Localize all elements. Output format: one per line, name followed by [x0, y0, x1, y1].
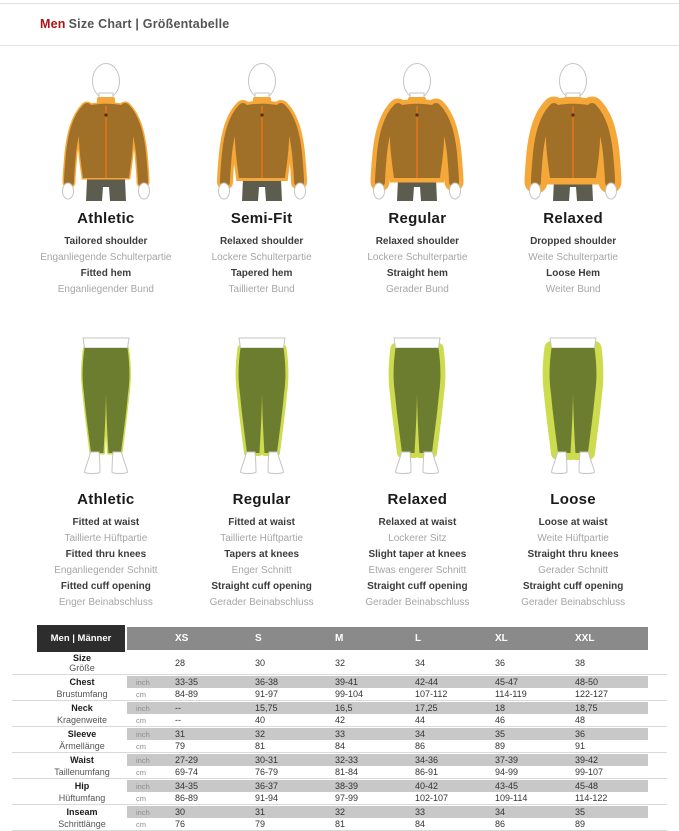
measure-row-cm [12, 688, 667, 701]
measure-value: 15,75 [255, 703, 278, 713]
measure-value: 31 [255, 807, 266, 817]
measure-value: 99-107 [575, 767, 604, 777]
unit-label: cm [136, 767, 146, 777]
measure-value: 81-84 [335, 767, 359, 777]
feature-en: Fitted thru knees [65, 549, 147, 560]
page-title [0, 0, 679, 31]
feature-de: Weiter Bund [545, 284, 601, 295]
measure-value: 38-39 [335, 781, 359, 791]
size-table-section [0, 611, 679, 831]
feature-de: Enger Schnitt [231, 565, 292, 576]
row-label-de: Kragenweite [56, 715, 108, 725]
unit-label: inch [136, 781, 150, 791]
feature-de: Weite Hüftpartie [537, 533, 609, 544]
measure-value: 18,75 [575, 703, 598, 713]
fit-name: Athletic [77, 210, 135, 227]
row-label-en: Hip [74, 780, 90, 791]
measure-value: 45-47 [495, 677, 519, 687]
measure-value: 39-42 [575, 755, 599, 765]
feature-de: Lockere Schulterpartie [211, 252, 312, 263]
feature-de: Gerader Schnitt [538, 565, 609, 576]
measure-value: 89 [495, 741, 506, 751]
fit-card-athletic [28, 61, 184, 298]
feature-en: Straight hem [386, 268, 448, 279]
measure-value: 86 [415, 741, 426, 751]
measure-gray-band [127, 728, 648, 740]
measure-row-cm [12, 766, 667, 779]
column-header: XS [175, 633, 189, 644]
fit-card-loose [495, 332, 651, 611]
measure-value: 107-112 [415, 689, 448, 699]
jacket-relaxed-figure [495, 61, 651, 201]
measure-value: 102-107 [415, 793, 449, 803]
measure-gray-band [127, 806, 648, 818]
size-value: 36 [495, 658, 506, 668]
measure-gray-band [127, 702, 648, 714]
row-label-en: Waist [70, 754, 94, 765]
measure-row-inch [12, 753, 667, 766]
size-table [12, 625, 667, 831]
unit-label: inch [136, 729, 150, 739]
measure-value: 42 [335, 715, 346, 725]
feature-de: Taillierter Bund [228, 284, 295, 295]
fit-features [28, 515, 184, 611]
pants-fit-grid [28, 332, 651, 611]
measure-row-inch [12, 727, 667, 740]
feature-en: Fitted at waist [72, 517, 140, 528]
measure-value: 27-29 [175, 755, 199, 765]
measure-value: 48-50 [575, 677, 599, 687]
fit-features [184, 515, 340, 611]
measure-value: 36-37 [255, 781, 279, 791]
pants-regular-figure [184, 332, 340, 482]
size-value: 32 [335, 658, 346, 668]
measure-value: 16,5 [335, 703, 353, 713]
fit-features [28, 234, 184, 298]
measure-value: 43-45 [495, 781, 519, 791]
fit-card-athletic [28, 332, 184, 611]
measure-value: 91-97 [255, 689, 279, 699]
measure-value: 84 [415, 819, 426, 829]
size-value: 38 [575, 658, 586, 668]
measure-row-inch [12, 701, 667, 714]
measure-value: 32 [255, 729, 266, 739]
pants-figure-svg [342, 332, 492, 482]
fit-card-relaxed [340, 332, 496, 611]
fit-features [495, 234, 651, 298]
feature-en: Fitted cuff opening [60, 581, 151, 592]
unit-label: inch [136, 807, 150, 817]
measure-value: 86-89 [175, 793, 199, 803]
jacket-figure-svg [342, 61, 492, 201]
table-header-row [12, 625, 667, 652]
measure-value: 81 [255, 741, 266, 751]
measure-value: 37-39 [495, 755, 519, 765]
measure-value: 97-99 [335, 793, 359, 803]
top-rule [0, 3, 679, 4]
row-label-de: Hüftumfang [58, 793, 106, 803]
feature-en: Straight cuff opening [367, 581, 468, 592]
feature-en: Loose Hem [546, 268, 601, 279]
measure-value: 91-94 [255, 793, 279, 803]
measure-row-cm [12, 740, 667, 753]
feature-en: Tapers at knees [224, 549, 300, 560]
feature-en: Tapered hem [230, 268, 293, 279]
unit-label: cm [136, 819, 146, 829]
column-header: S [255, 633, 262, 644]
pants-relaxed-figure [340, 332, 496, 482]
measure-value: 69-74 [175, 767, 199, 777]
table-corner-label: Men | Männer [37, 625, 127, 652]
feature-en: Straight cuff opening [211, 581, 312, 592]
measure-value: 35 [575, 807, 586, 817]
pants-figure-svg [31, 332, 181, 482]
feature-en: Relaxed shoulder [375, 236, 460, 247]
measure-value: 40 [255, 715, 266, 725]
measure-value: 18 [495, 703, 506, 713]
measure-value: 99-104 [335, 689, 364, 699]
measure-value: 32 [335, 807, 346, 817]
jacket-fits-section [0, 46, 679, 298]
jacket-figure-svg [498, 61, 648, 201]
pants-athletic-figure [28, 332, 184, 482]
fit-name: Athletic [77, 491, 135, 508]
measure-value: 34 [495, 807, 506, 817]
feature-de: Weite Schulterpartie [528, 252, 619, 263]
size-value: 34 [415, 658, 426, 668]
measure-value: 86-91 [415, 767, 439, 777]
measure-value: -- [175, 703, 181, 713]
fit-name: Regular [388, 210, 447, 227]
feature-de: Enganliegende Schulterpartie [40, 252, 172, 263]
jacket-athletic-figure [28, 61, 184, 201]
feature-en: Loose at waist [538, 517, 608, 528]
measure-value: 48 [575, 715, 586, 725]
feature-en: Relaxed at waist [378, 517, 457, 528]
measure-value: 114-119 [495, 689, 527, 699]
measure-row-cm [12, 792, 667, 805]
measure-value: 40-42 [415, 781, 439, 791]
measure-value: 46 [495, 715, 506, 725]
measure-value: 81 [335, 819, 346, 829]
measure-value: 36 [575, 729, 586, 739]
measure-value: 84-89 [175, 689, 199, 699]
brand-label: Men [40, 17, 66, 31]
column-header: L [415, 633, 422, 644]
feature-de: Enger Beinabschluss [58, 597, 153, 608]
measure-row-cm [12, 818, 667, 831]
row-label-de: Brustumfang [56, 689, 108, 699]
size-value: 28 [175, 658, 186, 668]
measure-value: 32-33 [335, 755, 359, 765]
measure-value: 42-44 [415, 677, 439, 687]
unit-label: cm [136, 715, 146, 725]
feature-de: Enganliegender Schnitt [54, 565, 158, 576]
unit-label: cm [136, 689, 146, 699]
unit-label: inch [136, 703, 150, 713]
fit-features [184, 234, 340, 298]
feature-en: Dropped shoulder [530, 236, 617, 247]
feature-en: Straight cuff opening [522, 581, 624, 592]
measure-value: 109-114 [495, 793, 528, 803]
unit-label: cm [136, 741, 146, 751]
jacket-figure-svg [187, 61, 337, 201]
measure-row-inch [12, 675, 667, 688]
fit-card-semifit [184, 61, 340, 298]
column-header: M [335, 633, 344, 644]
feature-de: Lockerer Sitz [388, 533, 447, 544]
fit-name: Regular [232, 491, 291, 508]
feature-en: Tailored shoulder [64, 236, 148, 247]
measure-value: 17,25 [415, 703, 438, 713]
measure-value: 79 [175, 741, 186, 751]
column-header: XL [495, 633, 508, 644]
row-label-en: Inseam [66, 806, 98, 817]
measure-value: 89 [575, 819, 586, 829]
measure-value: 86 [495, 819, 506, 829]
measure-value: 34-35 [175, 781, 199, 791]
feature-de: Gerader Beinabschluss [209, 597, 314, 608]
row-label-en: Size [72, 652, 91, 663]
measure-row-inch [12, 805, 667, 818]
row-label-de: Größe [69, 663, 95, 673]
measure-value: 33-35 [175, 677, 199, 687]
measure-value: 79 [255, 819, 266, 829]
feature-de: Lockere Schulterpartie [367, 252, 468, 263]
fit-features [340, 515, 496, 611]
fit-card-regular [184, 332, 340, 611]
pants-loose-figure [495, 332, 651, 482]
measure-gray-band [127, 754, 648, 766]
feature-de: Enganliegender Bund [57, 284, 154, 295]
feature-de: Gerader Beinabschluss [365, 597, 470, 608]
measure-value: 45-48 [575, 781, 599, 791]
measure-row-cm [12, 714, 667, 727]
unit-label: cm [136, 793, 146, 803]
jacket-fit-grid [28, 61, 651, 298]
measure-value: 44 [415, 715, 426, 725]
measure-value: 36-38 [255, 677, 279, 687]
measure-value: 76 [175, 819, 186, 829]
fit-features [495, 515, 651, 611]
feature-en: Relaxed shoulder [219, 236, 304, 247]
measure-value: 122-127 [575, 689, 609, 699]
measure-value: 114-122 [575, 793, 608, 803]
measure-value: 84 [335, 741, 346, 751]
fit-name: Loose [550, 491, 596, 508]
feature-de: Gerader Bund [385, 284, 449, 295]
feature-en: Fitted hem [80, 268, 132, 279]
fit-name: Semi-Fit [230, 210, 293, 227]
row-label-de: Schrittlänge [58, 819, 106, 829]
row-label-en: Neck [71, 702, 93, 713]
fit-card-relaxed [495, 61, 651, 298]
measure-value: 30 [175, 807, 186, 817]
row-label [37, 653, 127, 674]
pants-figure-svg [187, 332, 337, 482]
measure-value: 33 [415, 807, 426, 817]
measure-value: -- [175, 715, 181, 725]
row-label-de: Taillenumfang [54, 767, 110, 777]
measure-value: 94-99 [495, 767, 519, 777]
measure-gray-band [127, 780, 648, 792]
feature-de: Taillierte Hüftpartie [220, 533, 304, 544]
feature-en: Fitted at waist [228, 517, 295, 528]
title-text: Size Chart | Größentabelle [68, 17, 230, 31]
fit-name: Relaxed [387, 491, 448, 508]
row-label-en: Sleeve [67, 728, 97, 739]
pants-fits-section [0, 298, 679, 611]
fit-features [340, 234, 496, 298]
measure-value: 31 [175, 729, 186, 739]
measure-value: 33 [335, 729, 346, 739]
measure-value: 39-41 [335, 677, 359, 687]
jacket-semi-fit-figure [184, 61, 340, 201]
size-value: 30 [255, 658, 266, 668]
column-header: XXL [575, 633, 595, 644]
fit-card-regular [340, 61, 496, 298]
measure-row-inch [12, 779, 667, 792]
size-row [12, 652, 667, 675]
row-label-en: Chest [69, 676, 95, 687]
measure-value: 76-79 [255, 767, 279, 777]
measure-value: 35 [495, 729, 506, 739]
measure-value: 34 [415, 729, 426, 739]
measure-value: 34-36 [415, 755, 439, 765]
feature-en: Straight thru knees [527, 549, 619, 560]
fit-name: Relaxed [543, 210, 603, 227]
pants-figure-svg [498, 332, 648, 482]
measure-gray-band [127, 676, 648, 688]
unit-label: inch [136, 677, 150, 687]
feature-de: Etwas engerer Schnitt [368, 565, 467, 576]
feature-de: Taillierte Hüftpartie [64, 533, 148, 544]
feature-en: Slight taper at knees [368, 549, 467, 560]
row-label-de: Ärmellänge [59, 741, 105, 751]
table-header-band [127, 627, 648, 650]
unit-label: inch [136, 755, 150, 765]
jacket-figure-svg [31, 61, 181, 201]
feature-de: Gerader Beinabschluss [521, 597, 626, 608]
measure-value: 30-31 [255, 755, 279, 765]
page-header [0, 0, 679, 46]
jacket-regular-figure [340, 61, 496, 201]
measure-value: 91 [575, 741, 586, 751]
